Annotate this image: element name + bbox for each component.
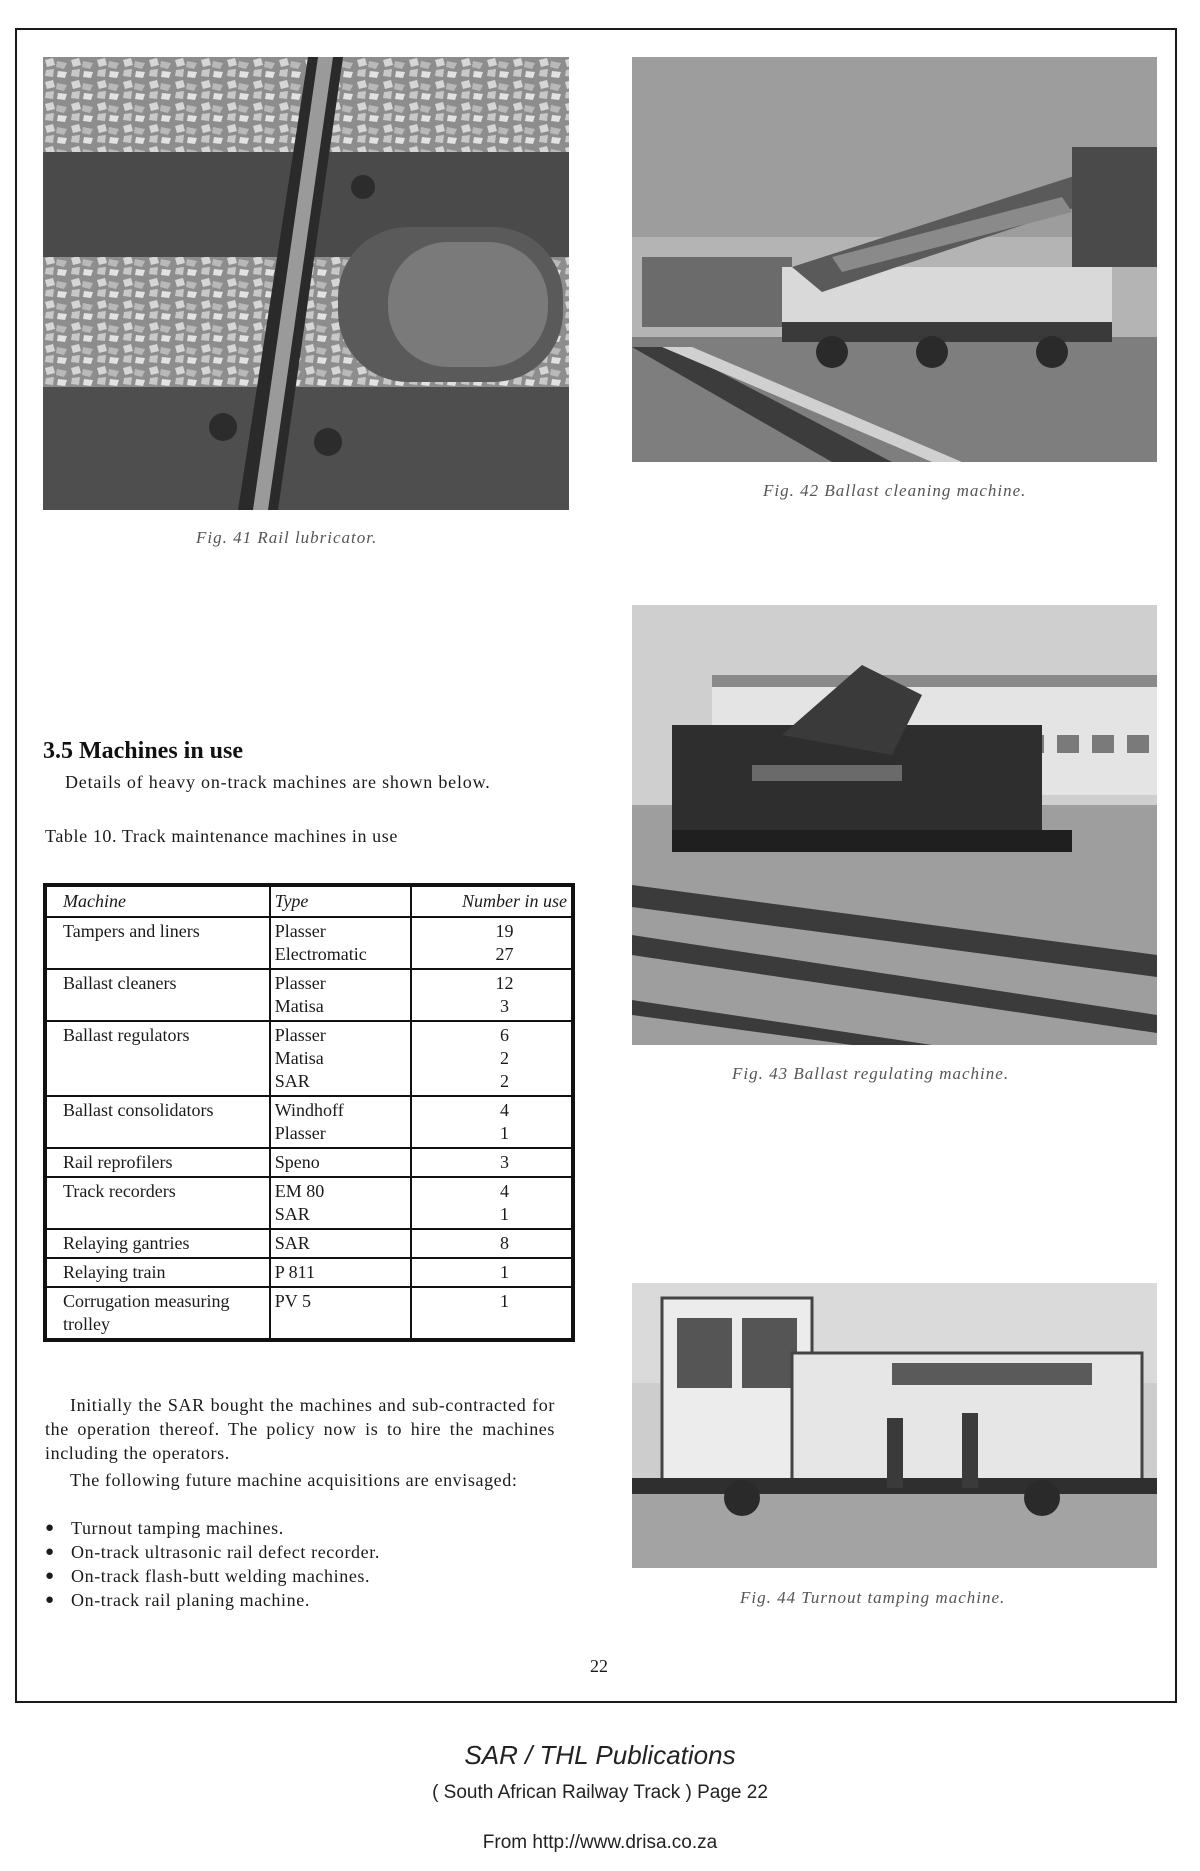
table-row [45,1148,573,1177]
cell-machine: Corrugation measuring trolley [45,1287,270,1340]
cell-machine: Relaying gantries [45,1229,270,1258]
page-number: 22 [590,1656,608,1676]
cell-number: 19 27 [411,917,573,969]
table-row [45,1287,573,1340]
header-type: Type [270,885,411,917]
cell-machine: Tampers and liners [45,917,270,969]
cell-machine: Track recorders [45,1177,270,1229]
table-row [45,1096,573,1148]
cell-number: 8 [411,1229,573,1258]
list-item: ● Turnout tamping machines. [45,1516,380,1540]
fig44-caption: Fig. 44 Turnout tamping machine. [740,1588,1006,1607]
body-paragraph-1: Initially the SAR bought the machines and sub-contracted for the operation thereof. The policy now is to hire the machines including the operators. [45,1395,555,1463]
cell-number: 6 2 2 [411,1021,573,1096]
section-heading: 3.5 Machines in use [43,738,244,764]
table-body [45,917,573,1340]
table-row [45,917,573,969]
table-row [45,1229,573,1258]
cell-type: Plasser Matisa [270,969,411,1021]
fig43-caption: Fig. 43 Ballast regulating machine. [732,1064,1010,1083]
table-header-row [45,885,573,917]
table-row [45,969,573,1021]
header-number-in-use: Number in use [411,885,573,917]
cell-machine: Ballast consolidators [45,1096,270,1148]
cell-type: Plasser Matisa SAR [270,1021,411,1096]
fig41-caption: Fig. 41 Rail lubricator. [196,528,378,547]
photo-turnout-tamping-machine [632,1283,1157,1568]
footer-source: From http://www.drisa.co.za [482,1832,718,1853]
footer-title: SAR / THL Publications [464,1740,736,1770]
cell-type: PV 5 [270,1287,411,1340]
fig42-caption: Fig. 42 Ballast cleaning machine. [763,481,1027,500]
cell-number: 12 3 [411,969,573,1021]
cell-machine: Rail reprofilers [45,1148,270,1177]
machines-table [43,883,575,1342]
cell-machine: Relaying train [45,1258,270,1287]
cell-number: 1 [411,1287,573,1340]
cell-type: Speno [270,1148,411,1177]
list-item: ● On-track rail planing machine. [45,1588,380,1612]
table-row [45,1177,573,1229]
cell-type: EM 80 SAR [270,1177,411,1229]
body-paragraph-2: The following future machine acquisitions are envisaged: [70,1470,518,1490]
section-intro: Details of heavy on-track machines are shown below. [65,772,491,792]
cell-number: 1 [411,1258,573,1287]
photo-ballast-cleaning-machine [632,57,1157,462]
list-item: ● On-track ultrasonic rail defect recorder. [45,1540,380,1564]
cell-type: SAR [270,1229,411,1258]
cell-number: 3 [411,1148,573,1177]
cell-number: 4 1 [411,1096,573,1148]
table-row [45,1021,573,1096]
cell-type: P 811 [270,1258,411,1287]
photo-ballast-regulating-machine [632,605,1157,1045]
cell-type: Plasser Electromatic [270,917,411,969]
footer-subtitle: ( South African Railway Track ) Page 22 [432,1782,768,1803]
cell-machine: Ballast regulators [45,1021,270,1096]
table-title: Table 10. Track maintenance machines in use [45,826,398,846]
list-item: ● On-track flash-butt welding machines. [45,1564,380,1588]
photo-rail-lubricator [43,57,569,510]
cell-type: Windhoff Plasser [270,1096,411,1148]
cell-number: 4 1 [411,1177,573,1229]
cell-machine: Ballast cleaners [45,969,270,1021]
header-machine: Machine [45,885,270,917]
acquisitions-list [45,1516,380,1612]
table-row [45,1258,573,1287]
